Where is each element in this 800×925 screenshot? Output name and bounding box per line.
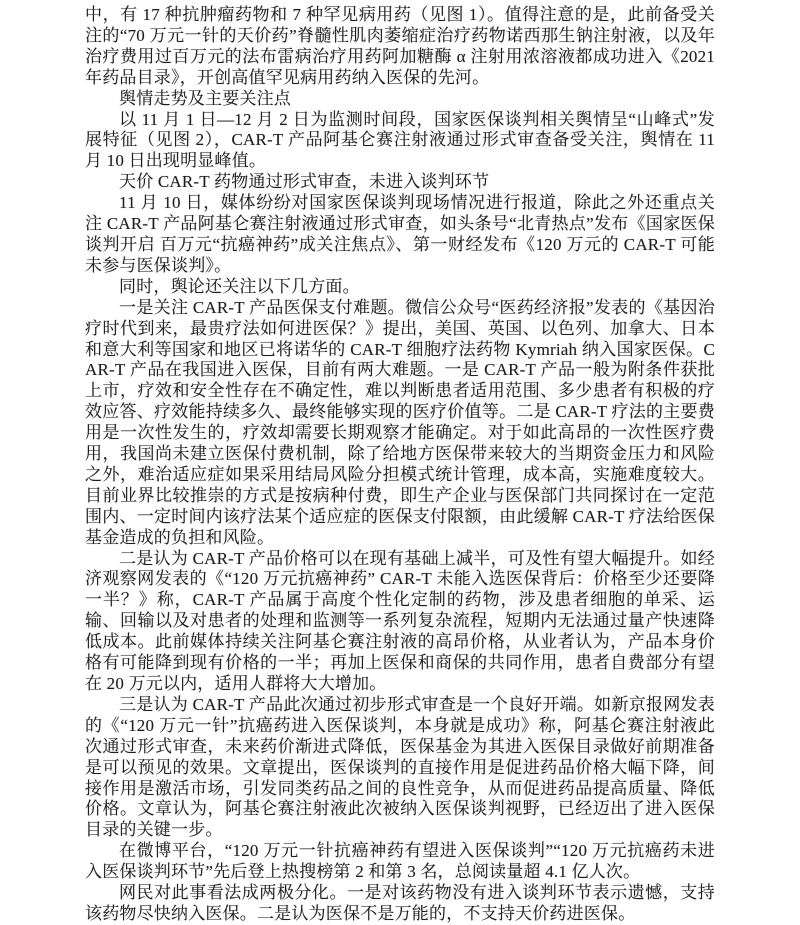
paragraph-netizen-opinions: 网民对此事看法成两极分化。一是对该药物没有进入谈判环节表示遗憾，支持该药物尽快纳入医保。二是认为医保不是万能的，不支持天价药进医保。 — [85, 883, 715, 923]
paragraph-point-two-price-halving: 二是认为 CAR-T 产品价格可以在现有基础上减半，可及性有望大幅提升。如经济观察网发表的《“120 万元抗癌神药” CAR-T 未能入选医保背后：价格至少还要降一半？》称，CAR-T 产品属于高度个性化定制的药物，涉及患者细胞的单采、运输、回输以及对患者的处理和监测等一系列复杂流程，短期内无法通过量产快速降低成本。此前媒体持续关注阿基仑赛注射液的高昂价格，从业者认为，产品本身价格有可能降到现有价格的一半；再加上医保和商保的共同作用，患者自费部分有望在 20 万元以内，适用人群将大大增加。 — [85, 548, 715, 693]
paragraph-monitoring-period: 以 11 月 1 日—12 月 2 日为监测时间段，国家医保谈判相关舆情呈“山峰式”发展特征（见图 2），CAR-T 产品阿基仑赛注射液通过形式审查备受关注，舆情在 11 月 10 日出现明显峰值。 — [85, 109, 715, 171]
paragraph-point-one-payment-challenges: 一是关注 CAR-T 产品医保支付难题。微信公众号“医药经济报”发表的《基因治疗时代到来，最贵疗法如何进医保？》提出，美国、英国、以色列、加拿大、日本和意大利等国家和地区已将诺华的 CAR-T 细胞疗法药物 Kymriah 纳入国家医保。CAR-T 产品在我国进入医保，目前有两大难题。一是 CAR-T 产品一般为附条件获批上市，疗效和安全性存在不确定性，难以判断患者适用范围、多少患者有积极的疗效应答、疗效能持续多久、最终能够实现的医疗价值等。二是 CAR-T 疗法的主要费用是一次性发生的，疗效却需要长期观察才能确定。对于如此高昂的一次性医疗费用，我国尚未建立医保付费机制，除了给地方医保带来较大的当期资金压力和风险之外，难治适应症如果采用结局风险分担模式统计管理，成本高，实施难度较大。目前业界比较推崇的方式是按病种付费，即生产企业与医保部门共同探讨在一定范围内、一定时间内该疗法某个适应症的医保支付限额，由此缓解 CAR-T 疗法给医保基金造成的负担和风险。 — [85, 297, 715, 547]
paragraph-point-three-good-start: 三是认为 CAR-T 产品此次通过初步形式审查是一个良好开端。如新京报网发表的《“120 万元一针”抗癌药进入医保谈判，本身就是成功》称，阿基仑赛注射液此次通过形式审查，未来药价渐进式降低，医保基金为其进入医保目录做好前期准备是可以预见的效果。文章提出，医保谈判的直接作用是促进药品价格大幅下降，间接作用是激活市场，引发同类药品之间的良性竞争，从而促进药品提高质量、降低价格。文章认为，阿基仑赛注射液此次被纳入医保谈判视野，已经迈出了进入医保目录的关键一步。 — [85, 694, 715, 840]
paragraph-continuation: 中，有 17 种抗肿瘤药物和 7 种罕见病用药（见图 1）。值得注意的是，此前备受关注的“70 万元一针的天价药”脊髓性肌肉萎缩症治疗药物诺西那生钠注射液，以及年治疗费用过百万元的法布雷病治疗用药阿加糖酶 α 注射用浓溶液都成功进入《2021 年药品目录》，开创高值罕见病用药纳入医保的先河。 — [85, 5, 715, 87]
paragraph-media-reports: 11 月 10 日，媒体纷纷对国家医保谈判现场情况进行报道，除此之外还重点关注 CAR-T 产品阿基仑赛注射液通过形式审查，如头条号“北青热点”发布《国家医保谈判开启 百万元“抗癌神药”成关注焦点》、第一财经发布《120 万元的 CAR-T 可能未参与医保谈判》。 — [85, 193, 715, 275]
paragraph-weibo-hot-search: 在微博平台，“120 万元一针抗癌神药有望进入医保谈判”“120 万元抗癌药未进入医保谈判环节”先后登上热搜榜第 2 和第 3 名，总阅读量超 4.1 亿人次。 — [85, 841, 715, 882]
section-heading-cart-review: 天价 CAR-T 药物通过形式审查，未进入谈判环节 — [119, 172, 490, 192]
paragraph-lead-in: 同时，舆论还关注以下几方面。 — [119, 276, 360, 296]
section-heading-sentiment-trend: 舆情走势及主要关注点 — [119, 88, 291, 108]
